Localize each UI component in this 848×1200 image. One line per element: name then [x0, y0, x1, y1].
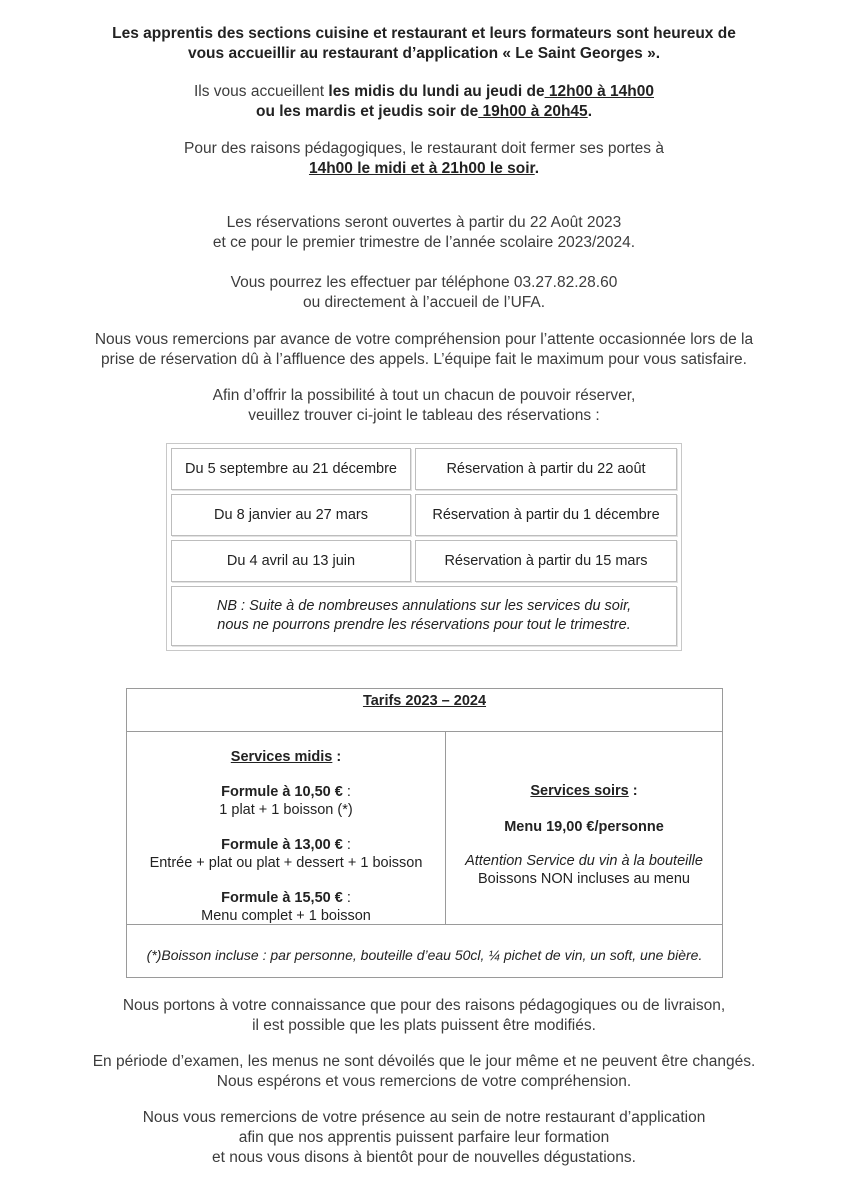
- reservation-period-cell: Du 8 janvier au 27 mars: [171, 494, 411, 536]
- soir-services-cell: [446, 732, 722, 925]
- midi-heading: [127, 748, 445, 766]
- hours-line-1: [0, 82, 848, 102]
- thanks-line-1: Nous vous remercions par avance de votre compréhension pour l’attente occasionnée lors de la: [94, 331, 754, 348]
- reservation-period-cell: Du 4 avril au 13 juin: [171, 540, 411, 582]
- contact-paragraph: [0, 273, 848, 313]
- midi-heading-colon: :: [332, 749, 342, 765]
- soir-heading-colon: :: [628, 783, 638, 799]
- formula-title: [127, 836, 445, 854]
- nb-line-1: NB : Suite à de nombreuses annulations sur les services du soir,: [216, 598, 632, 614]
- farewell-line-1: Nous vous remercions de votre présence au sein de notre restaurant d’application: [142, 1109, 706, 1126]
- soir-menu-price: Menu 19,00 €/personne: [504, 819, 664, 835]
- hours-soir-days: ou les mardis et jeudis soir de: [255, 103, 479, 120]
- formula-name: Formule à 10,50 €: [221, 784, 343, 800]
- midi-heading-text: Services midis: [230, 749, 333, 765]
- formula-block: [127, 836, 445, 872]
- farewell-line-2: afin que nos apprentis puissent parfaire leur formation: [238, 1129, 610, 1146]
- formula-name: Formule à 15,50 €: [221, 890, 343, 906]
- offer-line-1: Afin d’offrir la possibilité à tout un chacun de pouvoir réserver,: [212, 387, 636, 404]
- closing-period: .: [534, 160, 540, 177]
- hours-intro-text: Ils vous accueillent: [193, 83, 329, 100]
- reservation-booking-cell: Réservation à partir du 15 mars: [415, 540, 677, 582]
- soir-menu: [446, 818, 722, 836]
- reservation-nb-note: [171, 586, 677, 646]
- closing-line-1: Pour des raisons pédagogiques, le restaurant doit fermer ses portes à: [184, 140, 664, 157]
- offer-line-2: veuillez trouver ci-joint le tableau des réservations :: [248, 407, 600, 424]
- formula-title: [127, 783, 445, 801]
- midi-services-cell: [127, 732, 446, 925]
- farewell-paragraph: [0, 1108, 848, 1168]
- modifications-paragraph: [0, 996, 848, 1036]
- nb-line-2: nous ne pourrons prendre les réservations pour tout le trimestre.: [217, 617, 631, 633]
- hours-soir-time: 19h00 à 20h45: [478, 103, 588, 120]
- soir-drinks-note: Boissons NON incluses au menu: [478, 871, 690, 887]
- reservation-table: [166, 443, 682, 651]
- formula-description: 1 plat + 1 boisson (*): [219, 802, 353, 818]
- formula-name: Formule à 13,00 €: [221, 837, 343, 853]
- formula-description: Menu complet + 1 boisson: [201, 908, 371, 924]
- formula-block: [127, 889, 445, 925]
- tarifs-footnote: (*)Boisson incluse : par personne, bouteille d’eau 50cl, ¼ pichet de vin, un soft, une bière.: [146, 947, 703, 963]
- formula-description: Entrée + plat ou plat + dessert + 1 boisson: [149, 855, 423, 871]
- contact-line-1: Vous pourrez les effectuer par téléphone 03.27.82.28.60: [230, 274, 618, 291]
- exam-line-2: Nous espérons et vous remercions de votre compréhension.: [216, 1073, 632, 1090]
- hours-paragraph: [0, 82, 848, 122]
- tarifs-title: Tarifs 2023 – 2024: [362, 693, 487, 709]
- farewell-line-3: et nous vous disons à bientôt pour de nouvelles dégustations.: [212, 1149, 636, 1166]
- soir-heading: [446, 782, 722, 800]
- reservations-open-paragraph: [0, 213, 848, 253]
- hours-midi-days: les midis du lundi au jeudi de: [328, 83, 545, 100]
- closing-line-2: [0, 159, 848, 179]
- formula-block: [127, 783, 445, 819]
- reservations-open-line-1: Les réservations seront ouvertes à partir du 22 Août 2023: [226, 214, 622, 231]
- formula-colon: :: [342, 837, 351, 853]
- modifications-line-2: il est possible que les plats puissent être modifiés.: [252, 1017, 596, 1034]
- contact-line-2: ou directement à l’accueil de l’UFA.: [302, 294, 546, 311]
- formula-colon: :: [342, 890, 351, 906]
- exam-paragraph: [0, 1052, 848, 1092]
- exam-line-1: En période d’examen, les menus ne sont dévoilés que le jour même et ne peuvent être changés.: [92, 1053, 756, 1070]
- tarifs-title-cell: [127, 689, 722, 732]
- modifications-line-1: Nous portons à votre connaissance que pour des raisons pédagogiques ou de livraison,: [122, 997, 726, 1014]
- tarifs-table: [126, 688, 723, 978]
- reservation-booking-cell: Réservation à partir du 1 décembre: [415, 494, 677, 536]
- soir-heading-text: Services soirs: [530, 783, 629, 799]
- reservation-booking-cell: Réservation à partir du 22 août: [415, 448, 677, 490]
- formula-title: [127, 889, 445, 907]
- intro-line-1: Les apprentis des sections cuisine et restaurant et leurs formateurs sont heureux de: [112, 25, 736, 42]
- formula-colon: :: [342, 784, 351, 800]
- soir-wine-note: Attention Service du vin à la bouteille: [465, 853, 703, 869]
- hours-line-2: [0, 102, 848, 122]
- reservations-open-line-2: et ce pour le premier trimestre de l’année scolaire 2023/2024.: [212, 234, 636, 251]
- thanks-line-2: prise de réservation dû à l’affluence des appels. L’équipe fait le maximum pour vous satisfaire.: [101, 351, 747, 368]
- reservation-period-cell: Du 5 septembre au 21 décembre: [171, 448, 411, 490]
- intro-line-2: vous accueillir au restaurant d’application « Le Saint Georges ».: [187, 45, 661, 62]
- thanks-paragraph: [0, 330, 848, 370]
- hours-midi-time: 12h00 à 14h00: [544, 83, 655, 100]
- offer-paragraph: [0, 386, 848, 426]
- closing-times: 14h00 le midi et à 21h00 le soir: [308, 160, 535, 177]
- hours-soir-period: .: [587, 103, 592, 120]
- closing-paragraph: [0, 139, 848, 179]
- intro-paragraph: [0, 24, 848, 64]
